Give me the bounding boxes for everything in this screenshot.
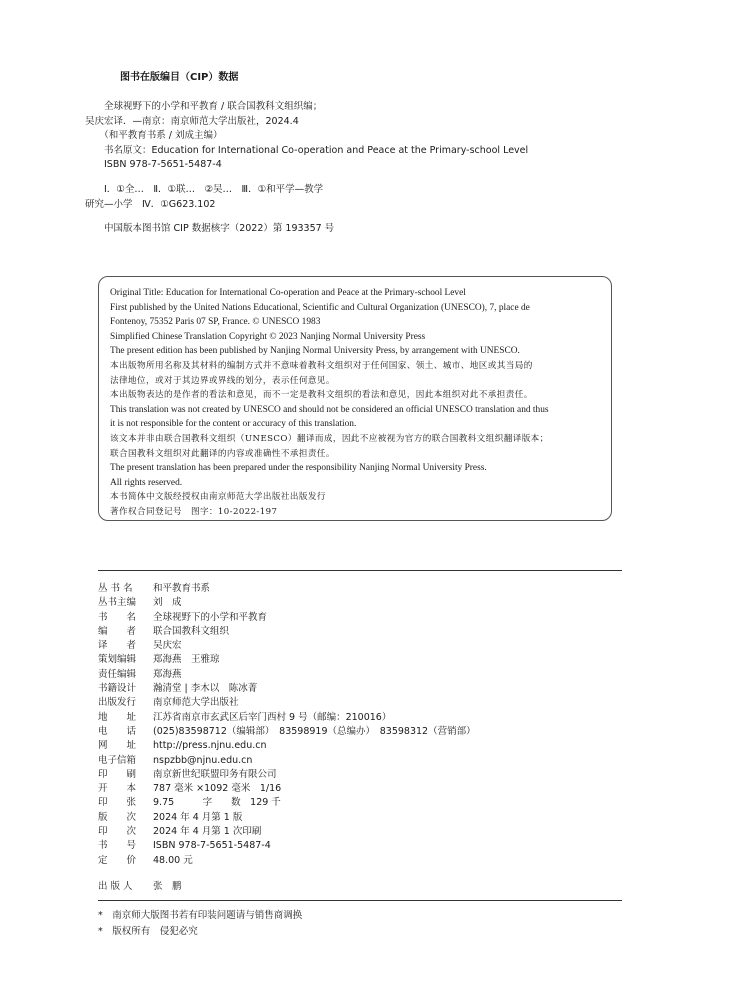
colophon-value: 48.00 元 <box>153 854 193 866</box>
copyright-line: The present edition has been published by Nanjing Normal University Press, by arrangement with UNESCO. <box>110 346 520 357</box>
copyright-line: The present translation has been prepared under the responsibility Nanjing Normal University Press. <box>110 463 487 474</box>
colophon-label: 地 址 <box>98 711 137 723</box>
colophon-label: 书 名 <box>98 611 137 623</box>
colophon-label: 印 刷 <box>98 768 137 780</box>
colophon-row <box>98 839 476 853</box>
colophon-value: 2024 年 4 月第 1 次印刷 <box>153 826 262 838</box>
cip-lines <box>85 100 625 173</box>
colophon-value: 郑海燕 王雅琼 <box>153 654 220 666</box>
publisher-row <box>98 880 182 894</box>
colophon-value: 南京新世纪联盟印务有限公司 <box>153 768 277 780</box>
colophon-row <box>98 668 476 682</box>
colophon-row <box>98 611 476 625</box>
colophon-row <box>98 782 476 796</box>
colophon-row <box>98 711 476 725</box>
colophon-label: 丛 书 名 <box>98 583 133 594</box>
cip-line: 吴庆宏译．—南京：南京师范大学出版社，2024.4 <box>85 115 299 127</box>
colophon-label: 定 价 <box>98 854 137 866</box>
colophon-value: 9.75 字 数 129 千 <box>153 797 281 809</box>
copyright-line: 法律地位，或对于其边界或界线的划分，表示任何意见。 <box>110 375 335 386</box>
copyright-line: 联合国教科文组织对此翻译的内容或准确性不承担责任。 <box>110 448 335 459</box>
colophon-value: http://press.njnu.edu.cn <box>153 740 267 752</box>
divider-middle <box>98 900 622 901</box>
colophon-value: 吴庆宏 <box>153 640 182 652</box>
colophon-row <box>98 796 476 810</box>
cip-heading: 图书在版编目（CIP）数据 <box>120 72 239 83</box>
cip-line: （和平教育书系 / 刘成主编） <box>85 130 223 142</box>
divider-top <box>98 570 622 571</box>
copyright-line: 著作权合同登记号 图字：10-2022-197 <box>110 506 278 517</box>
colophon-value: 联合国教科文组织 <box>153 625 230 637</box>
note-line: * 版权所有 侵犯必究 <box>98 926 198 937</box>
cip-classification <box>85 183 625 212</box>
colophon-value: 郑海燕 <box>153 668 182 680</box>
publisher-label: 出 版 人 <box>98 881 133 892</box>
notes <box>98 908 302 940</box>
colophon-row <box>98 739 476 753</box>
colophon-label: 电子信箱 <box>98 754 137 766</box>
cip-verification: 中国版本图书馆 CIP 数据核字（2022）第 193357 号 <box>85 223 335 235</box>
colophon-row <box>98 625 476 639</box>
colophon-value: ISBN 978-7-5651-5487-4 <box>153 840 271 852</box>
copyright-notice-box <box>98 276 612 521</box>
cip-line: 书名原文：Education for International Co-operation and Peace at the Primary-school Level <box>85 144 529 156</box>
classification-line: Ⅰ．①全… Ⅱ．①联… ②吴… Ⅲ．①和平学—教学 <box>85 183 324 195</box>
colophon-label: 网 址 <box>98 740 137 752</box>
colophon-value: nspzbb@njnu.edu.cn <box>153 754 253 766</box>
colophon-label: 译 者 <box>98 640 137 652</box>
colophon-row <box>98 725 476 739</box>
copyright-line: it is not responsible for the content or accuracy of this translation. <box>110 419 357 430</box>
copyright-line: Fontenoy, 75352 Paris 07 SP, France. © UNESCO 1983 <box>110 317 321 328</box>
copyright-line: 该文本并非由联合国教科文组织（UNESCO）翻译而成，因此不应被视为官方的联合国教科文组织翻译版本； <box>110 433 549 444</box>
colophon-table <box>98 582 476 868</box>
colophon-label: 印 次 <box>98 826 137 838</box>
colophon-label: 电 话 <box>98 725 137 737</box>
colophon-label: 开 本 <box>98 783 137 795</box>
colophon-label: 印 张 <box>98 797 137 809</box>
colophon-row <box>98 754 476 768</box>
colophon-row <box>98 854 476 868</box>
copyright-line: Original Title: Education for International Co-operation and Peace at the Primary-school Level <box>110 288 466 298</box>
publisher-value: 张 鹏 <box>153 881 182 892</box>
colophon-value: 江苏省南京市玄武区后宰门西村 9 号（邮编：210016） <box>153 711 392 723</box>
colophon-row <box>98 682 476 696</box>
colophon-value: 全球视野下的小学和平教育 <box>153 611 268 623</box>
colophon-label: 书 号 <box>98 840 137 852</box>
colophon-row <box>98 811 476 825</box>
colophon-row <box>98 596 476 610</box>
copyright-line: All rights reserved. <box>110 477 183 488</box>
colophon-row <box>98 582 476 596</box>
colophon-value: 南京师范大学出版社 <box>153 697 239 709</box>
copyright-line: First published by the United Nations Educational, Scientific and Cultural Organization (UNESCO), 7, place de <box>110 302 530 313</box>
note-line: * 南京师大版图书若有印装问题请与销售商调换 <box>98 910 303 921</box>
colophon-label: 丛书主编 <box>98 597 137 609</box>
copyright-line: 本出版物所用名称及其材料的编制方式并不意味着教科文组织对于任何国家、领土、城市、地区或其当局的 <box>110 360 533 371</box>
colophon-row <box>98 639 476 653</box>
copyright-line: 本出版物表达的是作者的看法和意见，而不一定是教科文组织的看法和意见，因此本组织对此不承担责任。 <box>110 390 533 401</box>
colophon-label: 编 者 <box>98 625 137 637</box>
copyright-text <box>110 286 605 520</box>
colophon-label: 责任编辑 <box>98 668 137 680</box>
copyright-line: 本书简体中文版经授权由南京师范大学出版社出版发行 <box>110 492 326 503</box>
cip-line: ISBN 978-7-5651-5487-4 <box>85 159 222 171</box>
colophon-row <box>98 825 476 839</box>
colophon-value: 2024 年 4 月第 1 版 <box>153 811 243 823</box>
colophon-value: 刘 成 <box>153 597 182 609</box>
colophon-row <box>98 653 476 667</box>
classification-line: 研究—小学 Ⅳ．①G623.102 <box>85 198 216 210</box>
colophon-label: 书籍设计 <box>98 683 137 695</box>
colophon-value: 瀚清堂 | 李木以 陈冰菁 <box>153 683 258 695</box>
copyright-line: This translation was not created by UNESCO and should not be considered an official UNESCO translation and thus <box>110 404 549 415</box>
copyright-line: Simplified Chinese Translation Copyright © 2023 Nanjing Normal University Press <box>110 331 426 342</box>
colophon-label: 版 次 <box>98 811 137 823</box>
colophon-row <box>98 696 476 710</box>
colophon-value: (025)83598712（编辑部） 83598919（总编办） 83598312（营销部） <box>153 725 476 737</box>
colophon-row <box>98 768 476 782</box>
colophon-label: 出版发行 <box>98 697 137 709</box>
cip-block <box>85 100 625 237</box>
colophon-value: 787 毫米 ×1092 毫米 1/16 <box>153 783 282 795</box>
colophon-value: 和平教育书系 <box>153 583 211 594</box>
colophon-label: 策划编辑 <box>98 654 137 666</box>
cip-line: 全球视野下的小学和平教育 / 联合国教科文组织编； <box>85 101 323 112</box>
